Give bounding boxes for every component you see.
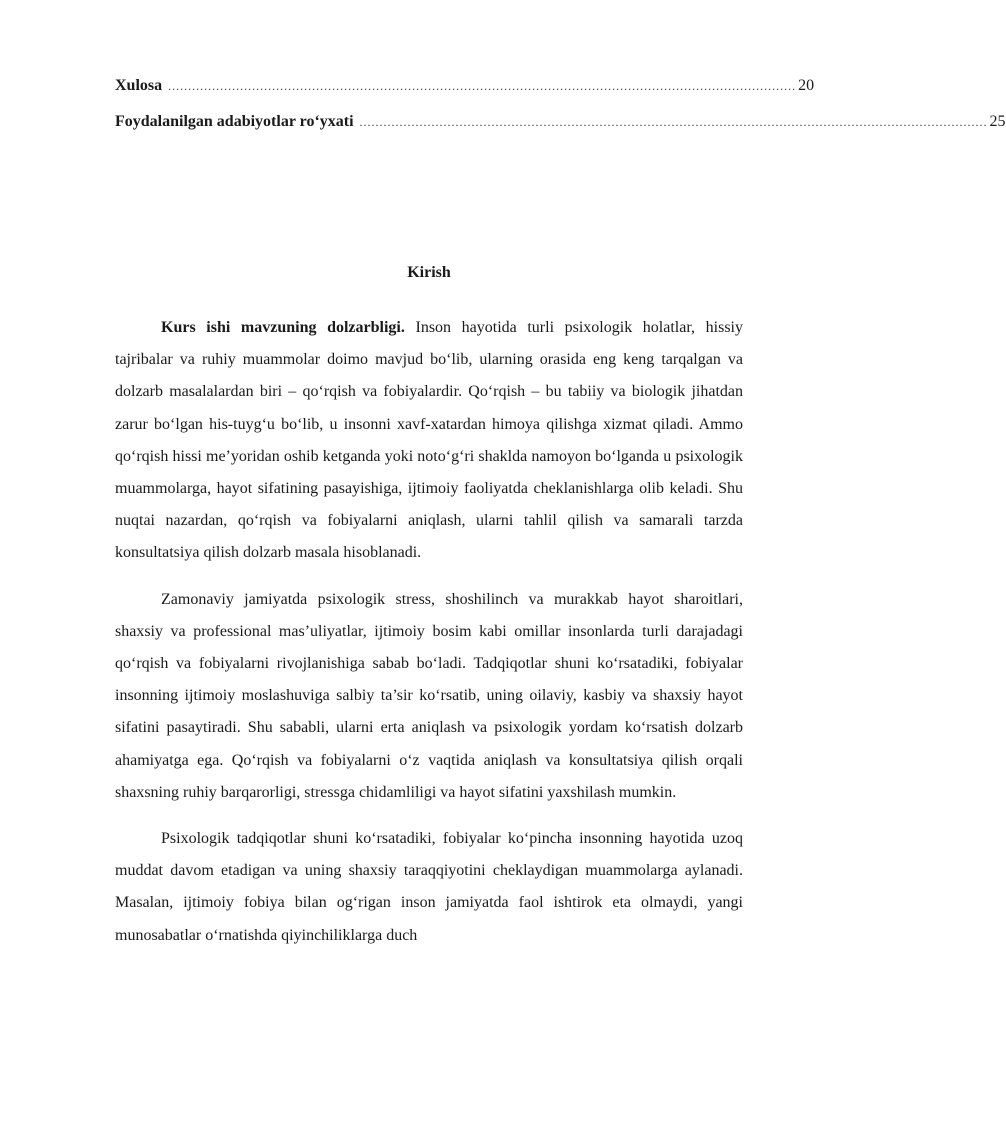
toc-entry-page-number: 20	[798, 77, 815, 94]
toc-entry-page-number: 25	[989, 113, 1006, 130]
paragraph	[115, 584, 743, 809]
paragraph	[115, 312, 743, 570]
toc-entry-label: Foydalanilgan adabiyotlar ro‘yxati	[115, 113, 354, 130]
toc-dot-leader: .............................................................................................................................................................	[168, 79, 797, 93]
paragraph-text: Psixologik tadqiqotlar shuni ko‘rsatadiki, fobiyalar ko‘pincha insonning hayotida uzoq muddat davom etadigan va uning shaxsiy taraqqiyotini cheklaydigan muammolarga aylanadi. Masalan, ijtimoiy fobiya bilan og‘rigan inson jamiyatda faol ishtirok eta olmaydi, yangi munosabatlar o‘rnatishda qiyinchiliklarga duch	[115, 830, 743, 944]
section-heading: Kirish	[407, 264, 451, 281]
toc-dot-leader: .............................................................................................................................................................	[359, 115, 988, 129]
toc-entry-label: Xulosa	[115, 77, 163, 94]
paragraph-text: Inson hayotida turli psixologik holatlar, hissiy tajribalar va ruhiy muammolar doimo mavjud bo‘lib, ularning orasida eng keng tarqalgan va dolzarb masalalardan biri – qo‘rqish va fobiyalardir. Qo‘rqish – bu tabiiy va biologik jihatdan zarur bo‘lgan his-tuyg‘u bo‘lib, u insonni xavf-xatardan himoya qilishga xizmat qiladi. Ammo qo‘rqish hissi me’yoridan oshib ketganda yoki noto‘g‘ri shaklda namoyon bo‘lganda u psixologik muammolarga, hayot sifatining pasayishiga, ijtimoiy faoliyatda cheklanishlarga olib keladi. Shu nuqtai nazardan, qo‘rqish va fobiyalarni aniqlash, ularni tahlil qilish va samarali tarzda konsultatsiya qilish dolzarb masala hisoblanadi.	[115, 319, 743, 562]
toc-entry-xulosa[interactable]	[115, 76, 815, 96]
toc-entry-references[interactable]	[115, 112, 1006, 132]
body-text	[115, 312, 743, 966]
paragraph-lead: Kurs ishi mavzuning dolzarbligi.	[161, 319, 405, 336]
paragraph-text: Zamonaviy jamiyatda psixologik stress, shoshilinch va murakkab hayot sharoitlari, shaxsiy va professional mas’uliyatlar, ijtimoiy bosim kabi omillar insonlarda turli darajadagi qo‘rqish va fobiyalarni rivojlanishiga sabab bo‘ladi. Tadqiqotlar shuni ko‘rsatadiki, fobiyalar insonning ijtimoiy moslashuviga salbiy ta’sir ko‘rsatib, uning oilaviy, kasbiy va shaxsiy hayot sifatini pasaytiradi. Shu sababli, ularni erta aniqlash va psixologik yordam ko‘rsatish dolzarb ahamiyatga ega. Qo‘rqish va fobiyalarni o‘z vaqtida aniqlash va konsultatsiya qilish orqali shaxsning ruhiy barqarorligi, stressga chidamliligi va hayot sifatini yaxshilash mumkin.	[115, 590, 743, 801]
paragraph	[115, 823, 743, 952]
